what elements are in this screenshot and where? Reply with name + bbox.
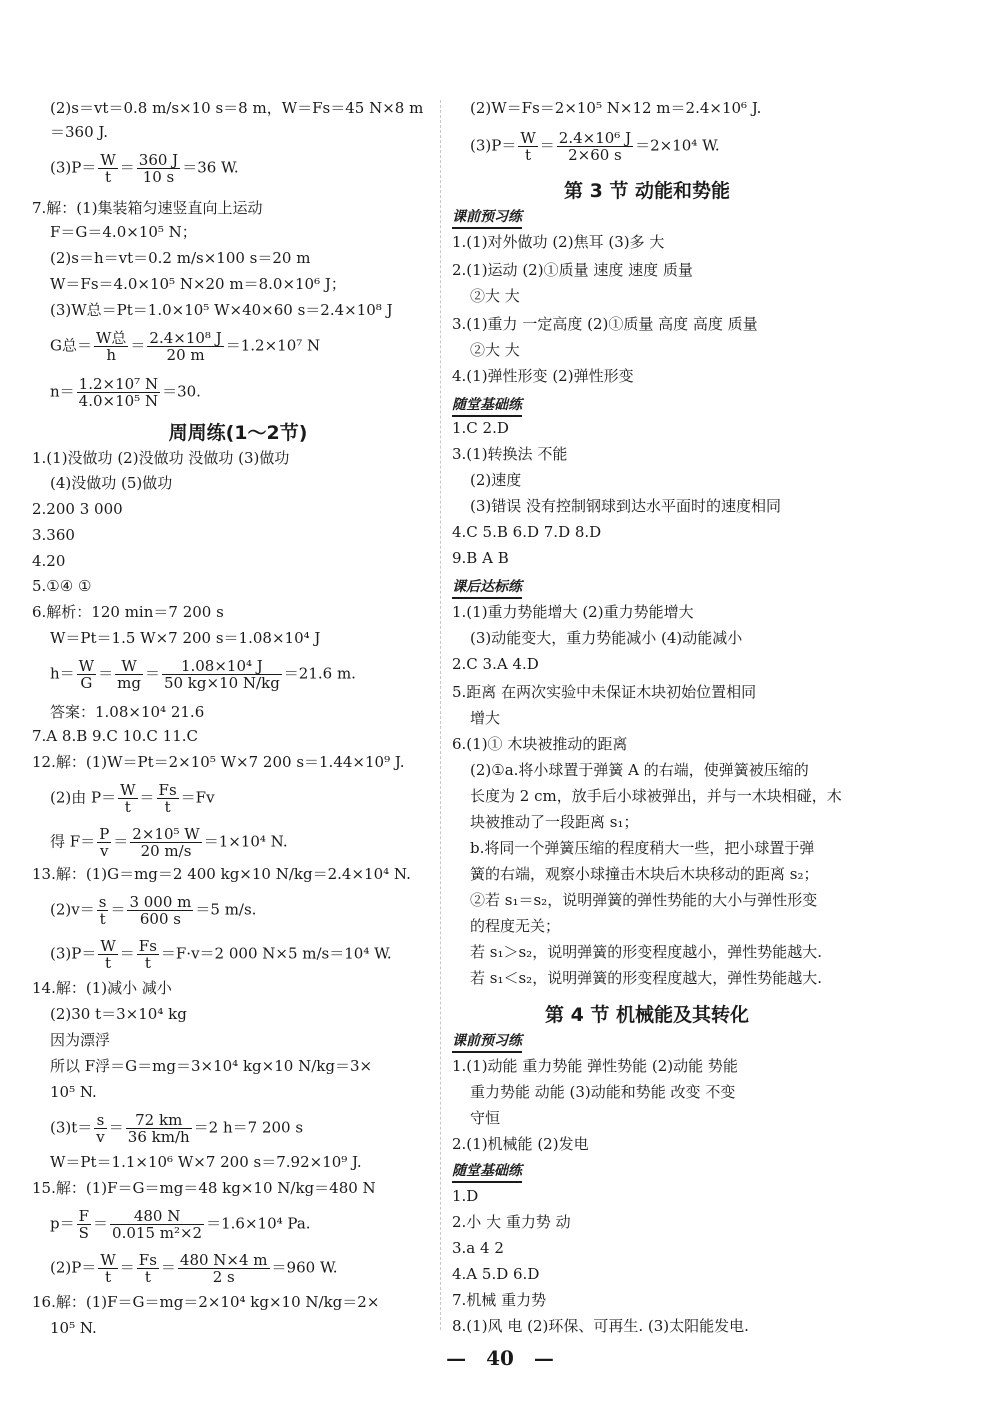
subsection-label: 随堂基础练 xyxy=(452,1160,522,1183)
text-line: 守恒 xyxy=(470,1109,501,1127)
text-line: (2)①a.将小球置于弹簧 A 的右端，使弹簧被压缩的 xyxy=(470,761,809,779)
text-line: 3.360 xyxy=(32,526,75,544)
text-line: 长度为 2 cm，放手后小球被弹出，并与一木块相碰，木 xyxy=(470,787,842,805)
text-line: 16.解：(1)F＝G＝mg＝2×10⁴ kg×10 N/kg＝2× xyxy=(32,1293,380,1311)
fraction: $\frac{Fs}{t}$ xyxy=(138,1251,157,1286)
text-line: 7.机械 重力势 xyxy=(452,1291,547,1309)
text-line: 8.(1)风 电 (2)环保、可再生. (3)太阳能发电. xyxy=(452,1317,749,1335)
fraction: $\frac{W}{t}$ xyxy=(100,1251,116,1286)
text-line: (2)速度 xyxy=(470,471,522,489)
text-line: 块被推动了一段距离 s₁； xyxy=(470,813,639,831)
text-line: 2.小 大 重力势 动 xyxy=(452,1213,571,1231)
text-line: 4.20 xyxy=(32,552,66,570)
fraction: $\frac{\text{2.4×10⁶ J}}{2\times 60 s}$ xyxy=(558,129,632,164)
text-line: 7.A 8.B 9.C 10.C 11.C xyxy=(32,727,199,745)
text-line: 6.(1)① 木块被推动的距离 xyxy=(452,735,628,753)
fraction: $\frac{\text{W总}}{h}$ xyxy=(95,329,127,364)
fraction: $\frac{3 000 m}{600 s}$ xyxy=(129,893,192,928)
formula-line: (3)t＝ $\frac{s}{v}$ ＝ $\frac{72 km}{36 km/h}$ ＝2 h＝7 200 s xyxy=(50,1111,304,1146)
fraction: $\frac{F}{S}$ xyxy=(78,1207,90,1242)
text-line: (2)W＝Fs＝2×10⁵ N×12 m＝2.4×10⁶ J. xyxy=(470,99,762,117)
text-line: 所以 F浮＝G＝mg＝3×10⁴ kg×10 N/kg＝3× xyxy=(50,1057,373,1075)
formula-line: 得 F＝ $\frac{P}{v}$ ＝ $\frac{\text{2×10⁵ W}}{20 m/s}$ ＝1×10⁴ N. xyxy=(50,825,288,860)
text-line: 增大 xyxy=(470,709,501,727)
text-line: (3)动能变大，重力势能减小 (4)动能减小 xyxy=(470,629,743,647)
text-line: 3.(1)转换法 不能 xyxy=(452,445,568,463)
text-line: 重力势能 动能 (3)动能和势能 改变 不变 xyxy=(470,1083,736,1101)
fraction: $\frac{Fs}{t}$ xyxy=(158,781,177,816)
section-title: 周周练(1～2节) xyxy=(168,422,308,444)
fraction: $\frac{W}{t}$ xyxy=(100,937,116,972)
formula-line: (3)P＝ $\frac{W}{t}$ ＝ $\frac{Fs}{t}$ ＝F·v＝2 000 N×5 m/s＝10⁴ W. xyxy=(50,937,392,972)
page-number: — 40 — xyxy=(446,1346,554,1370)
text-line: 9.B A B xyxy=(452,549,509,567)
text-line: 1.(1)动能 重力势能 弹性势能 (2)动能 势能 xyxy=(452,1057,738,1075)
text-line: 1.(1)没做功 (2)没做功 没做功 (3)做功 xyxy=(32,449,290,467)
text-line: 2.200 3 000 xyxy=(32,500,123,518)
text-line: 的程度无关； xyxy=(470,917,561,935)
text-line: 3.a 4 2 xyxy=(452,1239,504,1257)
text-line: 4.(1)弹性形变 (2)弹性形变 xyxy=(452,367,634,385)
fraction: $\frac{\text{1.08×10⁴ J}}{50 kg\times 10 N/kg}$ xyxy=(163,657,280,692)
text-line: W＝Pt＝1.1×10⁶ W×7 200 s＝7.92×10⁹ J. xyxy=(50,1153,362,1171)
watermark-logo xyxy=(985,990,986,1008)
text-line: W＝Pt＝1.5 W×7 200 s＝1.08×10⁴ J xyxy=(50,629,321,647)
fraction: $\frac{480 N}{\text{0.015 m²×2}}$ xyxy=(112,1207,203,1242)
text-line: 若 s₁＜s₂，说明弹簧的形变程度越大，弹性势能越大. xyxy=(470,969,822,987)
section-title: 第 3 节 动能和势能 xyxy=(563,180,731,202)
text-line: (2)30 t＝3×10⁴ kg xyxy=(50,1005,187,1023)
fraction: $\frac{s}{v}$ xyxy=(96,1111,105,1146)
formula-line: (2)P＝ $\frac{W}{t}$ ＝ $\frac{Fs}{t}$ ＝ $\frac{480 N\times 4 m}{2 s}$ ＝960 W. xyxy=(50,1251,338,1286)
fraction: $\frac{P}{v}$ xyxy=(99,825,110,860)
text-line: 4.C 5.B 6.D 7.D 8.D xyxy=(452,523,602,541)
text-line: 4.A 5.D 6.D xyxy=(452,1265,540,1283)
formula-line: (3)P＝ $\frac{W}{t}$ ＝ $\frac{360 J}{10 s}$ ＝36 W. xyxy=(50,151,239,186)
text-line: 3.(1)重力 一定高度 (2)①质量 高度 高度 质量 xyxy=(452,315,758,333)
text-line: W＝Fs＝4.0×10⁵ N×20 m＝8.0×10⁶ J； xyxy=(50,275,346,293)
dash-left: — xyxy=(446,1346,467,1370)
subsection-label: 随堂基础练 xyxy=(452,394,522,417)
subsection-label: 课前预习练 xyxy=(452,1030,522,1053)
text-line: 2.(1)运动 (2)①质量 速度 速度 质量 xyxy=(452,261,693,279)
text-line: 若 s₁＞s₂，说明弹簧的形变程度越小，弹性势能越大. xyxy=(470,943,822,961)
fraction: $\frac{s}{t}$ xyxy=(98,893,107,928)
text-line: 6.解析：120 min＝7 200 s xyxy=(32,603,224,621)
text-line: 答案：1.08×10⁴ 21.6 xyxy=(50,703,205,721)
text-line: 2.C 3.A 4.D xyxy=(452,655,539,673)
fraction: $\frac{W}{t}$ xyxy=(520,129,536,164)
text-line: 5.距离 在两次实验中未保证木块初始位置相同 xyxy=(452,683,757,701)
column-divider xyxy=(440,100,441,1330)
text-line: 15.解：(1)F＝G＝mg＝48 kg×10 N/kg＝480 N xyxy=(32,1179,376,1197)
formula-line: h＝ $\frac{W}{G}$ ＝ $\frac{W}{mg}$ ＝ $\frac{\text{1.08×10⁴ J}}{50 kg\times 10 N/kg}$ ＝21.6 m. xyxy=(50,657,356,692)
dash-right: — xyxy=(533,1346,554,1370)
text-line: 1.(1)重力势能增大 (2)重力势能增大 xyxy=(452,603,694,621)
text-line: 2.(1)机械能 (2)发电 xyxy=(452,1135,589,1153)
text-line: ②若 s₁＝s₂，说明弹簧的弹性势能的大小与弹性形变 xyxy=(470,891,818,909)
section-title: 第 4 节 机械能及其转化 xyxy=(544,1004,750,1026)
fraction: $\frac{W}{t}$ xyxy=(100,151,116,186)
text-line: 14.解：(1)减小 减小 xyxy=(32,979,172,997)
text-line: F＝G＝4.0×10⁵ N； xyxy=(50,223,197,241)
text-line: 1.(1)对外做功 (2)焦耳 (3)多 大 xyxy=(452,233,665,251)
text-line: 1.D xyxy=(452,1187,479,1205)
fraction: $\frac{\text{2.4×10⁸ J}}{20 m}$ xyxy=(149,329,222,364)
formula-line: p＝ $\frac{F}{S}$ ＝ $\frac{480 N}{\text{0.015 m²×2}}$ ＝1.6×10⁴ Pa. xyxy=(50,1207,311,1242)
formula-line: (3)P＝ $\frac{W}{t}$ ＝ $\frac{\text{2.4×10⁶ J}}{2\times 60 s}$ ＝2×10⁴ W. xyxy=(470,129,720,164)
text-line: (3)错误 没有控制钢球到达水平面时的速度相同 xyxy=(470,497,782,515)
fraction: $\frac{\text{2×10⁵ W}}{20 m/s}$ xyxy=(132,825,200,860)
text-line: (3)W总＝Pt＝1.0×10⁵ W×40×60 s＝2.4×10⁸ J xyxy=(50,301,393,319)
formula-line: G总＝ $\frac{\text{W总}}{h}$ ＝ $\frac{\text{2.4×10⁸ J}}{20 m}$ ＝1.2×10⁷ N xyxy=(50,329,321,364)
text-line: (2)s＝vt＝0.8 m/s×10 s＝8 m，W＝Fs＝45 N×8 m xyxy=(50,99,424,117)
subsection-label: 课前预习练 xyxy=(452,206,522,229)
text-line: 10⁵ N. xyxy=(50,1319,97,1337)
text-line: 5.①④ ① xyxy=(32,577,92,595)
fraction: $\frac{W}{t}$ xyxy=(120,781,136,816)
text-line: 1.C 2.D xyxy=(452,419,509,437)
text-line: 13.解：(1)G＝mg＝2 400 kg×10 N/kg＝2.4×10⁴ N. xyxy=(32,865,411,883)
fraction: $\frac{\text{1.2×10⁷ N}}{\text{4.0×10⁵ N}}$ xyxy=(78,375,159,410)
text-line: 因为漂浮 xyxy=(50,1031,111,1049)
fraction: $\frac{W}{mg}$ xyxy=(117,657,141,692)
text-line: 12.解：(1)W＝Pt＝2×10⁵ W×7 200 s＝1.44×10⁹ J. xyxy=(32,753,405,771)
fraction: $\frac{72 km}{36 km/h}$ xyxy=(127,1111,190,1146)
formula-line: n＝ $\frac{\text{1.2×10⁷ N}}{\text{4.0×10⁵ N}}$ ＝30. xyxy=(50,375,201,410)
formula-line: (2)由 P＝ $\frac{W}{t}$ ＝ $\frac{Fs}{t}$ ＝Fv xyxy=(50,781,215,816)
fraction: $\frac{W}{G}$ xyxy=(78,657,95,692)
text-line: ②大 大 xyxy=(470,341,520,359)
fraction: $\frac{Fs}{t}$ xyxy=(138,937,157,972)
text-line: b.将同一个弹簧压缩的程度稍大一些，把小球置于弹 xyxy=(470,839,815,857)
text-line: ＝360 J. xyxy=(50,123,109,141)
subsection-label: 课后达标练 xyxy=(452,576,522,599)
fraction: $\frac{480 N\times 4 m}{2 s}$ xyxy=(179,1251,268,1286)
formula-line: (2)v＝ $\frac{s}{t}$ ＝ $\frac{3 000 m}{600 s}$ ＝5 m/s. xyxy=(50,893,257,928)
text-line: (4)没做功 (5)做功 xyxy=(50,474,173,492)
text-line: (2)s＝h＝vt＝0.2 m/s×100 s＝20 m xyxy=(50,249,311,267)
text-line: 簧的右端，观察小球撞击木块后木块移动的距离 s₂； xyxy=(470,865,819,883)
watermark-icon xyxy=(985,1003,986,1004)
text-line: 7.解：(1)集装箱匀速竖直向上运动 xyxy=(32,199,263,217)
fraction: $\frac{360 J}{10 s}$ xyxy=(138,151,179,186)
text-line: ②大 大 xyxy=(470,287,520,305)
text-line: 10⁵ N. xyxy=(50,1083,97,1101)
